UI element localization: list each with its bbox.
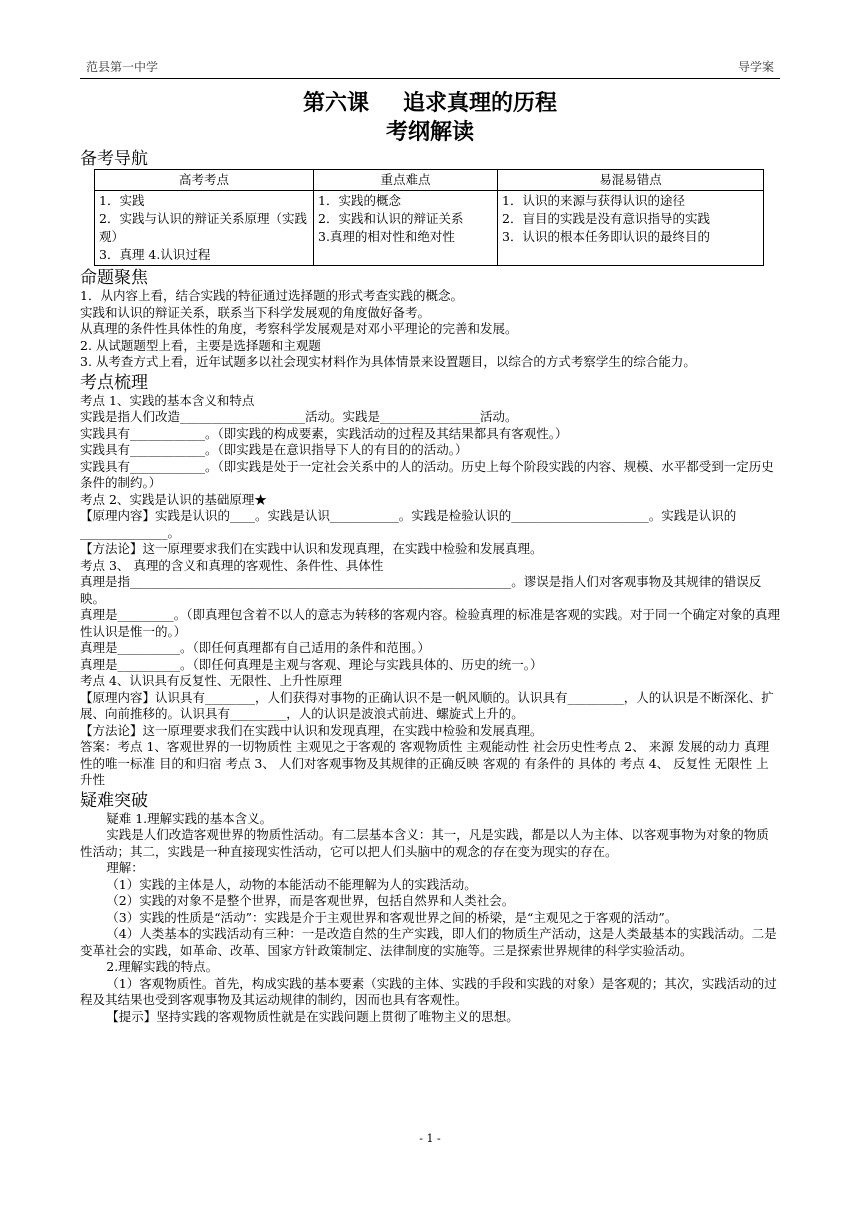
- table-header: 重点难点: [314, 170, 498, 191]
- paragraph: （4）人类基本的实践活动有三种：一是改造自然的生产实践，即人们的物质生产活动，这是人类最基本的实践活动。二是变革社会的实践，如革命、改革、国家方针政策制定、法律制度的实施等。三是探索世界规律的科学实验活动。: [80, 926, 777, 958]
- paragraph: 疑难 1.理解实践的基本含义。: [106, 810, 273, 826]
- cell-line: 3．认识的根本任务即认识的最终目的: [502, 229, 710, 244]
- paragraph: 实践和认识的辩证关系，联系当下科学发展观的角度做好备考。: [80, 304, 431, 320]
- paragraph: 【方法论】这一原理要求我们在实践中认识和发现真理，在实践中检验和发展真理。: [80, 722, 543, 738]
- answer-paragraph: 答案：考点 1、客观世界的一切物质性 主观见之于客观的 客观物质性 主观能动性 社会历史性考点 2、 来源 发展的动力 真理性的唯一标准 目的和归宿 考点 3、 人们对客观事物及其规律的正确反映 客观的 有条件的 具体的 考点 4、 反复性 无限性 上升性: [80, 739, 770, 787]
- paragraph: 真理是_________。（即真理包含着不以人的意志为转移的客观内容。检验真理的标准是客观的实践。对于同一个确定对象的真理性认识是惟一的。）: [80, 607, 781, 639]
- lesson-name: 追求真理的历程: [403, 91, 558, 116]
- page-number: - 1 -: [419, 1132, 441, 1145]
- paragraph: 2. 从试题题型上看，主要是选择题和主观题: [80, 337, 321, 353]
- focus-list: [80, 288, 780, 371]
- section-title: 考纲解读: [385, 120, 474, 145]
- cell-line: 1．实践: [99, 193, 145, 208]
- lesson-number: 第六课: [302, 91, 369, 116]
- heading-points: 考点梳理: [80, 372, 148, 393]
- heading-prep-nav: 备考导航: [80, 149, 148, 169]
- paragraph: 实践是指人们改造____________________活动。实践是________________活动。: [80, 409, 518, 424]
- paragraph: 3. 从考查方式上看，近年试题多以社会现实材料作为具体情景来设置题目，以综合的方式考察学生的综合能力。: [80, 354, 696, 369]
- exam-table: [94, 169, 764, 266]
- paragraph: 理解：: [106, 860, 144, 875]
- paragraph: 考点 2、实践是认识的基础原理★: [80, 491, 267, 507]
- paragraph: （3）实践的性质是“活动”：实践是介于主观世界和客观世界之间的桥梁，是“主观见之于客观的活动”。: [106, 909, 678, 925]
- heading-focus: 命题聚焦: [80, 268, 148, 288]
- cell-line: 1．实践的概念: [318, 193, 401, 208]
- paragraph: （2）实践的对象不是整个世界，而是客观世界，包括自然界和人类社会。: [106, 893, 515, 908]
- paragraph: 实践是人们改造客观世界的物质性活动。有二层基本含义：其一，凡是实践，都是以人为主体、以客观事物为对象的物质性活动；其二，实践是一种直接现实性活动，它可以把人们头脑中的观念的存在变为现实的存在。: [80, 827, 769, 859]
- cell-line: 2．实践与认识的辩证关系原理（实践观）: [99, 211, 307, 244]
- paragraph: 【原理内容】认识具有________，人们获得对事物的正确认识不是一帆风顺的。认识具有_________，人的认识是不断深化、扩展、向前推移的。认识具有_________，人的认识是波浪式前进、螺旋式上升的。: [80, 689, 774, 721]
- paragraph: 实践具有____________。（即实践是在意识指导下人的有目的的活动。）: [80, 442, 468, 457]
- cell-line: 1．认识的来源与获得认识的途径: [502, 193, 685, 208]
- cell-line: 2．盲目的实践是没有意识指导的实践: [502, 211, 710, 226]
- cell-line: 2．实践和认识的辩证关系: [318, 211, 464, 226]
- paragraph: 考点 1、实践的基本含义和特点: [80, 392, 255, 408]
- heading-difficulties: 疑难突破: [80, 790, 148, 811]
- paragraph: 实践具有____________。（即实践是处于一定社会关系中的人的活动。历史上每个阶段实践的内容、规模、水平都受到一定历史条件的制约。）: [80, 458, 774, 490]
- points-list: [80, 393, 780, 789]
- table-cell: [314, 191, 498, 266]
- paragraph: 实践具有____________。（即实践的构成要素，实践活动的过程及其结果都具有客观性。）: [80, 425, 568, 441]
- paragraph: 真理是指_____________________________________________________________。谬误是指人们对客观事物及其规律的错误反映。: [80, 574, 762, 606]
- paragraph: 考点 4、认识具有反复性、无限性、上升性原理: [80, 673, 342, 688]
- paragraph: （1）客观物质性。首先，构成实践的基本要素（实践的主体、实践的手段和实践的对象）是客观的；其次，实践活动的过程及其结果也受到客观事物及其运动规律的制约，因而也具有客观性。: [80, 975, 777, 1007]
- table-cell: [498, 191, 764, 266]
- difficulties-list: [80, 811, 780, 1026]
- paragraph: 真理是__________。（即任何真理是主观与客观、理论与实践具体的、历史的统一。）: [80, 656, 543, 672]
- cell-line: 3．真理 4.认识过程: [99, 247, 211, 262]
- paragraph: 【方法论】这一原理要求我们在实践中认识和发现真理，在实践中检验和发展真理。: [80, 541, 543, 556]
- paragraph: 真理是__________。（即任何真理都有自己适用的条件和范围。）: [80, 640, 431, 655]
- table-header: 高考考点: [95, 170, 314, 191]
- paragraph: 从真理的条件性具体性的角度，考察科学发展观是对邓小平理论的完善和发展。: [80, 321, 518, 336]
- lesson-title: [80, 89, 780, 119]
- paragraph: 考点 3、 真理的含义和真理的客观性、条件性、具体性: [80, 557, 384, 573]
- school-name: 范县第一中学: [86, 60, 159, 74]
- paragraph: （1）实践的主体是人，动物的本能活动不能理解为人的实践活动。: [106, 876, 477, 892]
- cell-line: 3.真理的相对性和绝对性: [318, 229, 455, 244]
- paragraph: 2.理解实践的特点。: [106, 959, 219, 974]
- paragraph: 【原理内容】实践是认识的____。实践是认识___________。实践是检验认识的______________________。实践是认识的______________。: [80, 508, 737, 540]
- paragraph: 1．从内容上看，结合实践的特征通过选择题的形式考查实践的概念。: [80, 288, 463, 303]
- page-header: [80, 58, 780, 79]
- page: [80, 58, 780, 1025]
- paragraph: 【提示】坚持实践的客观物质性就是在实践问题上贯彻了唯物主义的思想。: [106, 1008, 519, 1024]
- table-cell: [95, 191, 314, 266]
- table-header: 易混易错点: [498, 170, 764, 191]
- doc-type: 导学案: [737, 60, 774, 74]
